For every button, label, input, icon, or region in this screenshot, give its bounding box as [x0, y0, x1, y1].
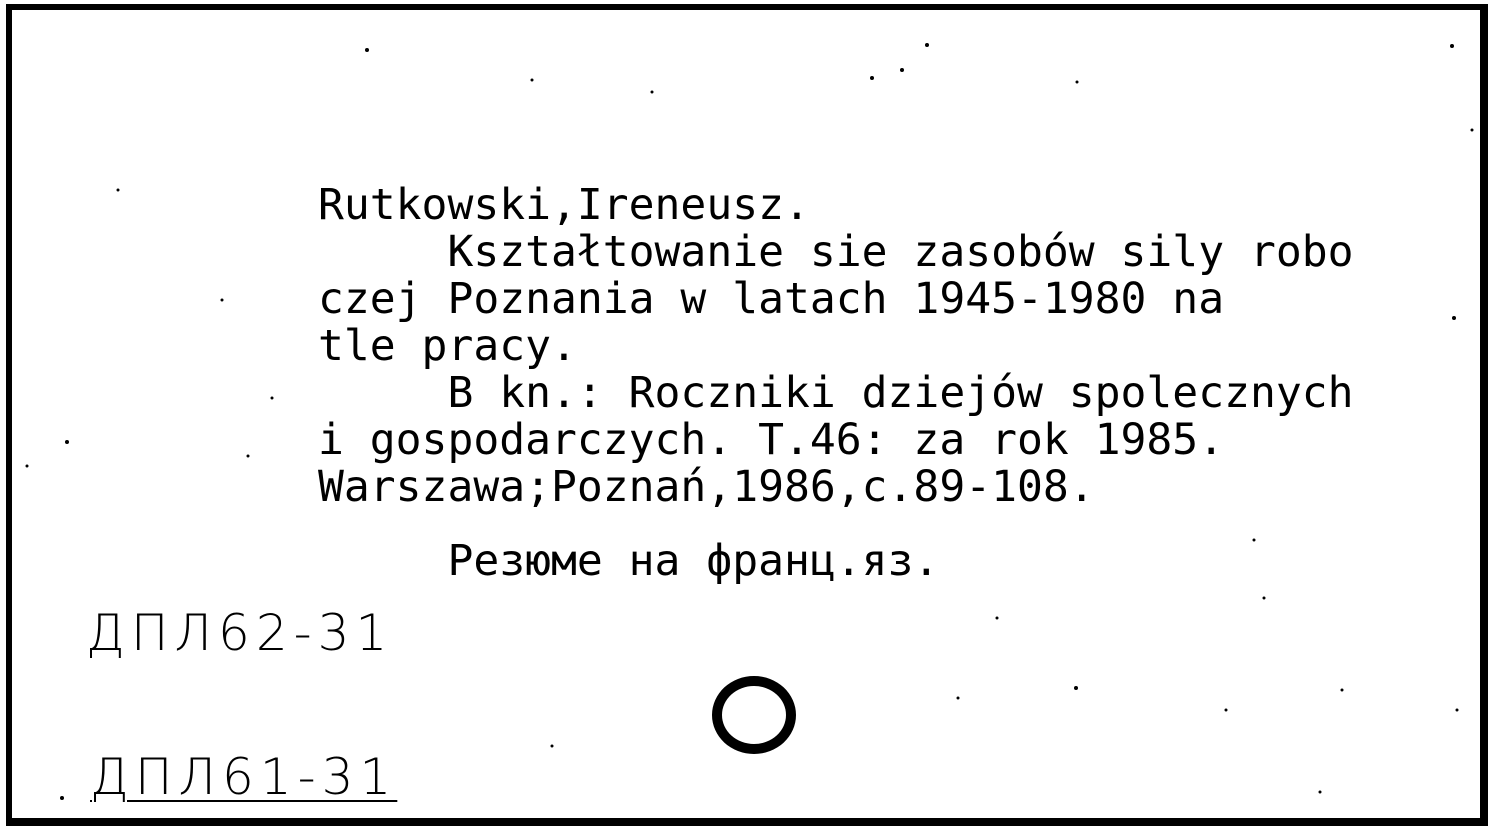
summary-note: Резюме на франц.яз. [318, 536, 940, 586]
call-number-primary: ДПЛ62-31 [86, 604, 394, 662]
card-punch-hole [712, 676, 796, 754]
source-line-1: B kn.: Roczniki dziejów spolecznych [318, 368, 1354, 418]
author-line: Rutkowski,Ireneusz. [318, 180, 810, 230]
catalog-card [6, 4, 1488, 826]
title-line-3: tle pracy. [318, 321, 577, 371]
source-line-2: i gospodarczych. T.46: za rok 1985. [318, 415, 1225, 465]
source-line-3: Warszawa;Poznań,1986,c.89-108. [318, 462, 1095, 512]
title-line-1: Kształtowanie sie zasobów sily robo [318, 227, 1354, 277]
title-line-2: czej Poznania w latach 1945-1980 na [318, 274, 1225, 324]
call-number-secondary: ДПЛ61-31 [90, 748, 398, 806]
